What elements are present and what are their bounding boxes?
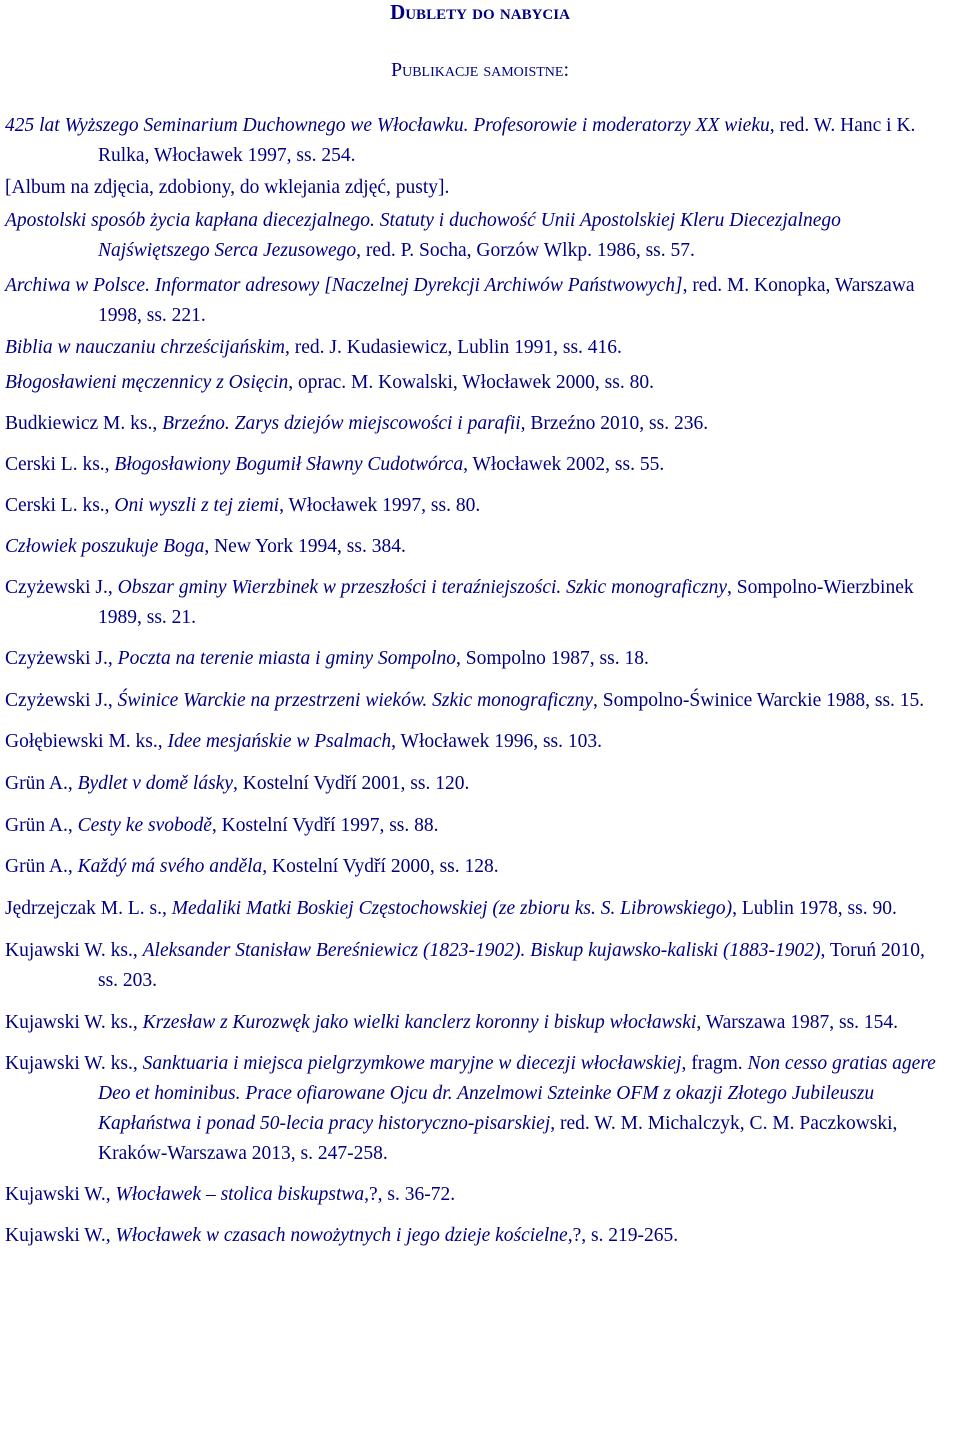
bibliography-entry bbox=[5, 271, 940, 331]
entry-text: , Kostelní Vydří 2000, ss. 128. bbox=[262, 856, 499, 877]
entry-text: ,?, s. 36-72. bbox=[364, 1184, 456, 1205]
entry-text: , red. W. M. Michalczyk, C. M. Paczkowski, Kraków-Warszawa 2013, s. 247-258. bbox=[98, 1113, 898, 1164]
entry-text: , Toruń 2010, ss. 203. bbox=[98, 940, 925, 991]
entry-text: [Album na zdjęcia, zdobiony, do wklejania zdjęć, pusty]. bbox=[5, 177, 450, 198]
entry-title-italic: Biblia w nauczaniu chrześcijańskim bbox=[5, 337, 286, 358]
entry-text: Gołębiewski M. ks., bbox=[5, 731, 168, 752]
entry-text: , Sompolno-Świnice Warckie 1988, ss. 15. bbox=[593, 690, 925, 711]
entry-text: Czyżewski J., bbox=[5, 690, 118, 711]
entry-title-italic: Poczta na terenie miasta i gminy Sompolno bbox=[117, 648, 456, 669]
entry-title-italic: Krzesław z Kurozwęk jako wielki kanclerz koronny i biskup włocławski bbox=[142, 1012, 697, 1033]
entry-text: , oprac. M. Kowalski, Włocławek 2000, ss. 80. bbox=[288, 372, 654, 393]
entry-title-italic: Aleksander Stanisław Bereśniewicz (1823-1902). Biskup kujawsko-kaliski (1883-1902) bbox=[142, 940, 821, 961]
bibliography-entry bbox=[5, 1049, 940, 1169]
bibliography-entry bbox=[5, 491, 940, 521]
bibliography-entry bbox=[5, 727, 940, 757]
entry-title-italic: Brzeźno. Zarys dziejów miejscowości i parafii bbox=[162, 413, 521, 434]
bibliography-entry bbox=[5, 532, 940, 562]
bibliography-entry bbox=[5, 1221, 940, 1251]
bibliography-entry bbox=[5, 333, 940, 363]
bibliography-entry bbox=[5, 769, 940, 799]
bibliography-entry bbox=[5, 450, 940, 480]
entry-text: Kujawski W. ks., bbox=[5, 940, 143, 961]
bibliography-entry bbox=[5, 1008, 940, 1038]
bibliography-entry bbox=[5, 173, 940, 203]
bibliography-entry bbox=[5, 852, 940, 882]
bibliography-entry bbox=[5, 686, 940, 716]
entry-title-italic: Człowiek poszukuje Boga bbox=[5, 536, 205, 557]
entry-title-italic: Obszar gminy Wierzbinek w przeszłości i teraźniejszości. Szkic monograficzny bbox=[117, 577, 727, 598]
entry-text: , Sompolno-Wierzbinek 1989, ss. 21. bbox=[98, 577, 914, 628]
bibliography-entry bbox=[5, 111, 940, 171]
entry-title-italic: Bydlet v domě lásky bbox=[77, 773, 233, 794]
entry-text: , Warszawa 1987, ss. 154. bbox=[696, 1012, 899, 1033]
entry-text: Kujawski W. ks., bbox=[5, 1012, 143, 1033]
entry-text: , Włocławek 2002, ss. 55. bbox=[463, 454, 665, 475]
entry-text: , Lublin 1978, ss. 90. bbox=[732, 898, 897, 919]
entry-text: , Sompolno 1987, ss. 18. bbox=[455, 648, 649, 669]
bibliography-entry bbox=[5, 409, 940, 439]
entry-text: , red. P. Socha, Gorzów Wlkp. 1986, ss. 57. bbox=[356, 240, 695, 261]
entry-text: Cerski L. ks., bbox=[5, 495, 115, 516]
bibliography-entry bbox=[5, 894, 940, 924]
entry-title-italic: Cesty ke svobodě bbox=[77, 815, 212, 836]
entry-text: Kujawski W., bbox=[5, 1184, 116, 1205]
entry-title-italic: Świnice Warckie na przestrzeni wieków. Szkic monograficzny bbox=[117, 690, 593, 711]
entry-title-italic: Błogosławiony Bogumił Sławny Cudotwórca bbox=[114, 454, 464, 475]
entry-title-italic: Každý má svého anděla bbox=[77, 856, 263, 877]
bibliography-list bbox=[0, 111, 960, 1251]
entry-title-italic: Oni wyszli z tej ziemi bbox=[114, 495, 280, 516]
bibliography-entry bbox=[5, 644, 940, 674]
entry-text: Jędrzejczak M. L. s., bbox=[5, 898, 172, 919]
bibliography-entry bbox=[5, 811, 940, 841]
entry-text: , Brzeźno 2010, ss. 236. bbox=[520, 413, 709, 434]
entry-title-italic: Medaliki Matki Boskiej Częstochowskiej (ze zbioru ks. S. Librowskiego) bbox=[171, 898, 733, 919]
entry-text: Kujawski W. ks., bbox=[5, 1053, 143, 1074]
entry-title-italic: Idee mesjańskie w Psalmach bbox=[167, 731, 392, 752]
entry-text: , New York 1994, ss. 384. bbox=[204, 536, 406, 557]
bibliography-entry bbox=[5, 206, 940, 266]
bibliography-entry bbox=[5, 936, 940, 996]
entry-title-italic: 425 lat Wyższego Seminarium Duchownego we Włocławku. Profesorowie i moderatorzy XX wieku bbox=[5, 115, 770, 136]
entry-title-italic: Błogosławieni męczennicy z Osięcin bbox=[5, 372, 289, 393]
page-title: Dublety do nabycia bbox=[390, 0, 570, 24]
entry-text: Grün A., bbox=[5, 815, 78, 836]
entry-text: , red. M. Konopka, Warszawa 1998, ss. 221. bbox=[98, 275, 915, 326]
entry-title-italic: Apostolski sposób życia kapłana diecezjalnego. Statuty i duchowość Unii Apostolskiej Kleru Diecezjalnego Najświętszego Serca Jezusowego bbox=[5, 210, 841, 261]
entry-text: , Kostelní Vydří 1997, ss. 88. bbox=[211, 815, 439, 836]
entry-text: Cerski L. ks., bbox=[5, 454, 115, 475]
bibliography-entry bbox=[5, 368, 940, 398]
bibliography-entry bbox=[5, 573, 940, 633]
entry-title-italic: Sanktuaria i miejsca pielgrzymkowe maryjne w diecezji włocławskiej bbox=[142, 1053, 682, 1074]
entry-text: , Kostelní Vydří 2001, ss. 120. bbox=[232, 773, 470, 794]
entry-text: ,?, s. 219-265. bbox=[567, 1225, 679, 1246]
entry-text: Czyżewski J., bbox=[5, 648, 118, 669]
entry-text: , red. J. Kudasiewicz, Lublin 1991, ss. 416. bbox=[285, 337, 622, 358]
entry-text: Kujawski W., bbox=[5, 1225, 116, 1246]
entry-text: Czyżewski J., bbox=[5, 577, 118, 598]
entry-title-italic: Włocławek – stolica biskupstwa bbox=[115, 1184, 365, 1205]
entry-title-italic: Archiwa w Polsce. Informator adresowy [Naczelnej Dyrekcji Archiwów Państwowych] bbox=[5, 275, 683, 296]
entry-title-italic: Włocławek w czasach nowożytnych i jego dzieje kościelne bbox=[115, 1225, 568, 1246]
entry-text: , Włocławek 1997, ss. 80. bbox=[279, 495, 481, 516]
bibliography-entry bbox=[5, 1180, 940, 1210]
entry-text: , red. W. Hanc i K. Rulka, Włocławek 1997, ss. 254. bbox=[98, 115, 916, 166]
entry-text: Grün A., bbox=[5, 856, 78, 877]
entry-text: Budkiewicz M. ks., bbox=[5, 413, 163, 434]
section-heading: Publikacje samoistne: bbox=[390, 59, 570, 81]
entry-text: Grün A., bbox=[5, 773, 78, 794]
entry-title-italic: Non cesso gratias agere Deo et hominibus. Prace ofiarowane Ojcu dr. Anzelmowi Szteinke OFM z okazji Złotego Jubileuszu Kapłaństwa i ponad 50-lecia pracy historyczno-pisarskiej bbox=[98, 1053, 936, 1134]
entry-text: , Włocławek 1996, ss. 103. bbox=[391, 731, 603, 752]
entry-text: , fragm. bbox=[681, 1053, 748, 1074]
